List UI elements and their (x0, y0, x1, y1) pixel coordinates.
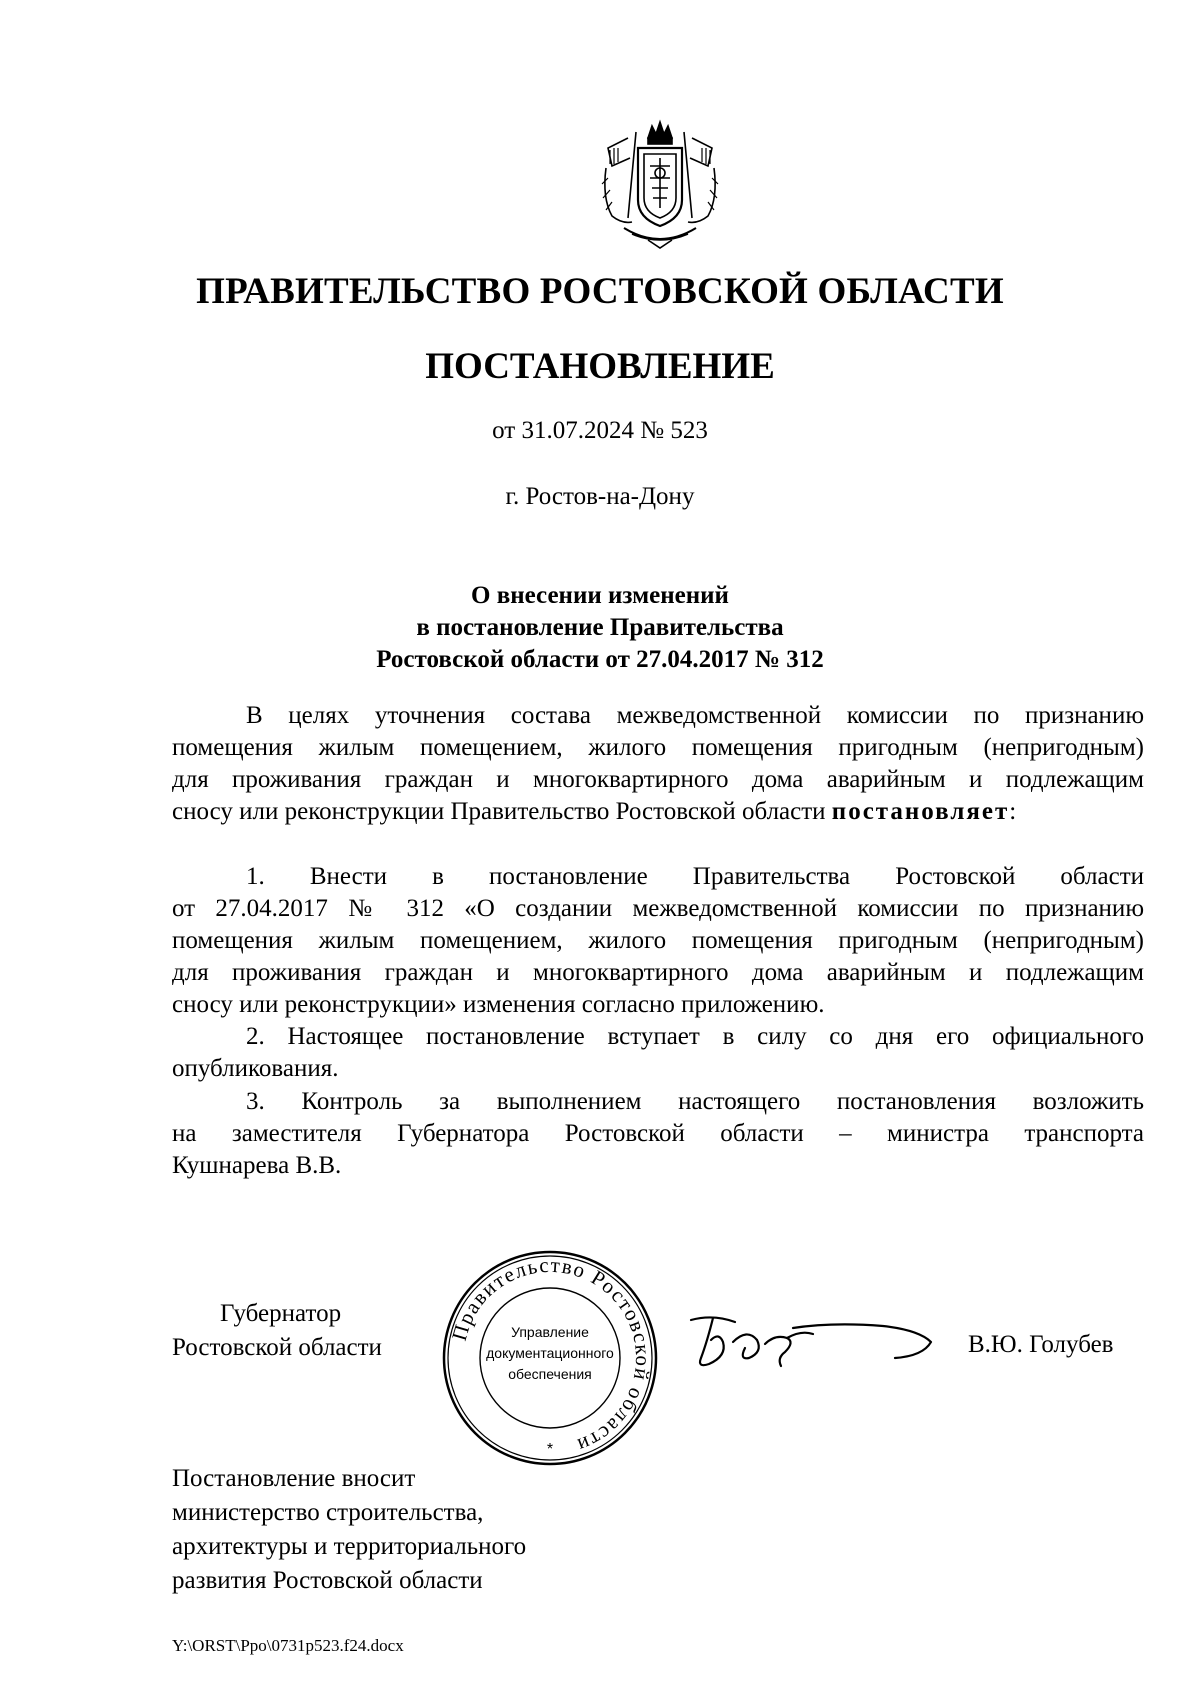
preamble-line: для проживания граждан и многоквартирного дома аварийным и подлежащим (172, 766, 1144, 793)
resolution-keyword: постановляет (831, 798, 1010, 825)
introducer-line: министерство строительства, (172, 1499, 484, 1526)
signatory-position: Губернатор (220, 1300, 342, 1327)
organization-title: ПРАВИТЕЛЬСТВО РОСТОВСКОЙ ОБЛАСТИ (196, 271, 1004, 312)
introducer-line: Постановление вносит (172, 1465, 416, 1492)
subject-line: О внесении изменений (471, 582, 729, 609)
subject-line: в постановление Правительства (416, 614, 784, 641)
item3-line: 3. Контроль за выполнением настоящего постановления возложить (246, 1088, 1144, 1115)
stamp-inner-line: обеспечения (508, 1366, 592, 1382)
item2-line: 2. Настоящее постановление вступает в силу со дня его официального (246, 1023, 1144, 1050)
introducer-line: развития Ростовской области (172, 1567, 483, 1594)
preamble-line: В целях уточнения состава межведомственной комиссии по признанию (246, 702, 1144, 729)
item1-line: от 27.04.2017 № 312 «О создании межведомственной комиссии по признанию (172, 895, 1144, 922)
item1-line: 1. Внести в постановление Правительства Ростовской области (246, 863, 1144, 890)
stamp-inner-line: Управление (511, 1324, 589, 1340)
coat-of-arms-icon (598, 118, 722, 252)
document-date-number: от 31.07.2024 № 523 (492, 417, 708, 444)
document-city: г. Ростов-на-Дону (505, 483, 695, 510)
preamble-line: сносу или реконструкции Правительство Ростовской области (172, 798, 832, 825)
preamble-line: помещения жилым помещением, жилого помещения пригодным (непригодным) (172, 734, 1144, 761)
file-path: Y:\ORST\Ppo\0731p523.f24.docx (172, 1636, 404, 1655)
document-subject (0, 580, 1200, 676)
item3-line: на заместителя Губернатора Ростовской области – министра транспорта (172, 1120, 1144, 1147)
item2-line: опубликования. (172, 1055, 339, 1082)
signatory-name: В.Ю. Голубев (968, 1331, 1114, 1358)
preamble-end: : (1009, 798, 1017, 825)
preamble-last-line (172, 796, 1144, 828)
introducer-block (172, 1462, 526, 1598)
item1-line: сносу или реконструкции» изменения согласно приложению. (172, 991, 825, 1018)
item1-line: помещения жилым помещением, жилого помещения пригодным (непригодным) (172, 927, 1144, 954)
signatory-region: Ростовской области (172, 1334, 382, 1361)
document-type-title: ПОСТАНОВЛЕНИЕ (425, 346, 775, 387)
stamp-inner-line: документационного (486, 1345, 614, 1361)
handwritten-signature-icon (683, 1308, 943, 1378)
item1-line: для проживания граждан и многоквартирного дома аварийным и подлежащим (172, 959, 1144, 986)
svg-text:*: * (546, 1441, 554, 1458)
subject-line: Ростовской области от 27.04.2017 № 312 (376, 646, 824, 673)
stamp-outer-text: Правительство Ростовской области (446, 1252, 656, 1459)
official-seal-icon (440, 1248, 660, 1468)
item3-line: Кушнарева В.В. (172, 1152, 342, 1179)
introducer-line: архитектуры и территориального (172, 1533, 527, 1560)
